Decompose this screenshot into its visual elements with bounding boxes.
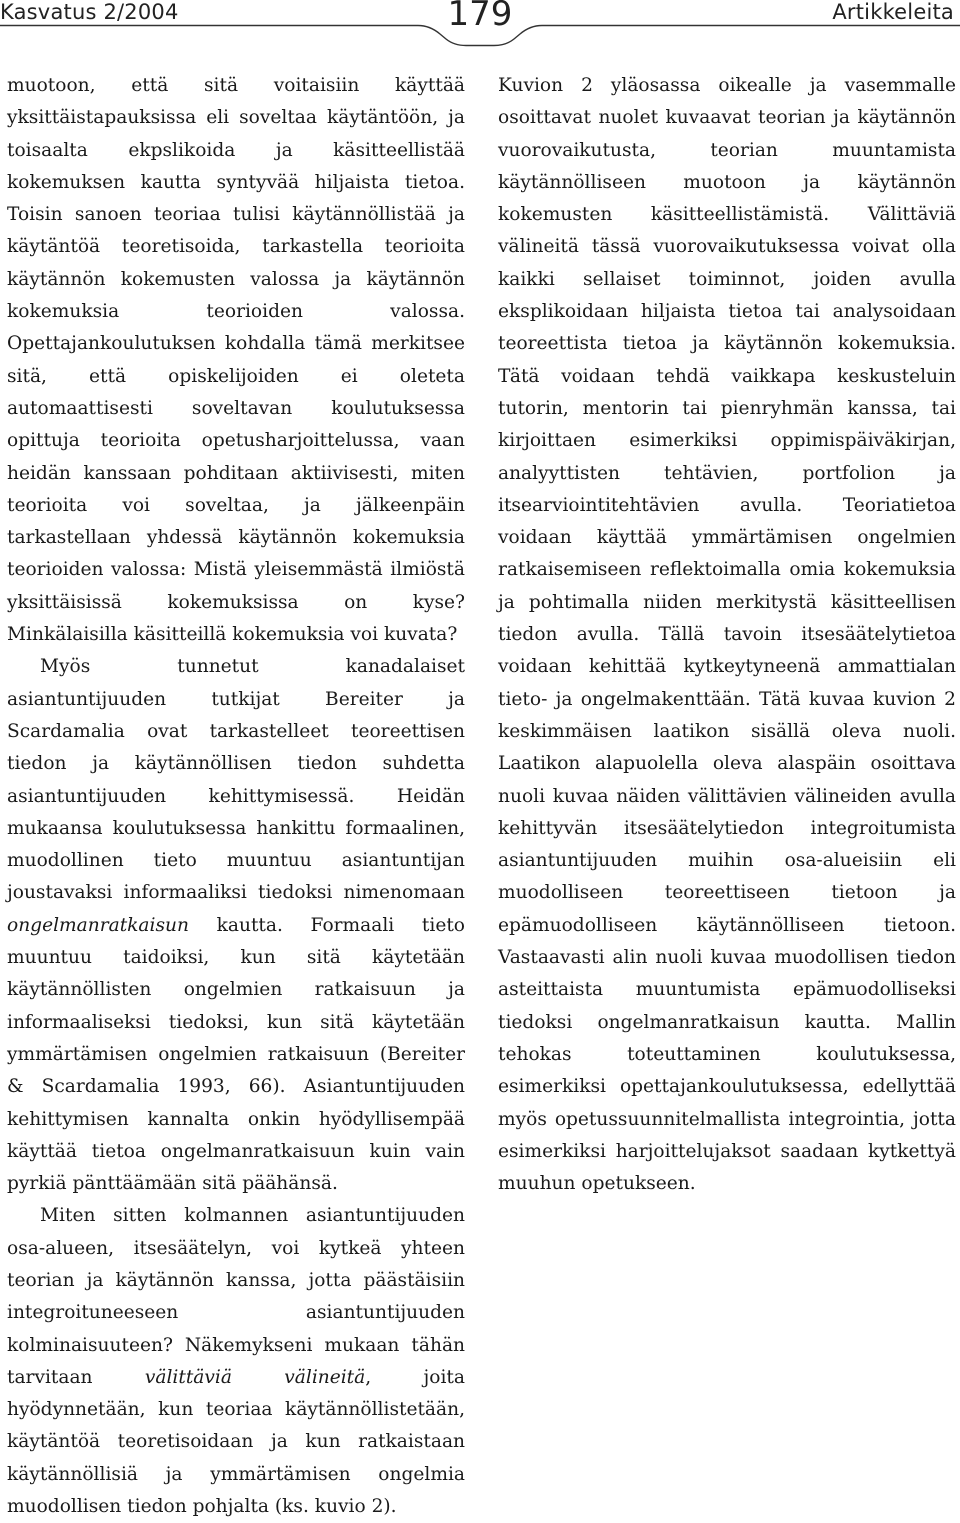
paragraph: [7, 1200, 465, 1523]
text-run: kautta. Formaali tieto muuntuu taidoiksi, kun sitä käytetään käytännöllisten ongelmien ratkaisuun ja informaaliseksi tiedoksi, kun sitä käytetään ymmärtämisen ongelmien ratkaisuun (Bereiter & Scardamalia 1993, 66). Asiantuntijuuden kehittymisen kannalta onkin hyödyllisempää käyttää tietoa ongelmanratkaisuun kuin vain pyrkiä pänttäämään sitä päähänsä.: [7, 914, 465, 1195]
paragraph: Kuvion 2 yläosassa oikealle ja vasemmalle osoittavat nuolet kuvaavat teorian ja käytännön vuorovaikutusta, teorian muuntamista käytännölliseen muotoon ja käytännön kokemusten käsitteellistämistä. Välittäviä välineitä tässä vuorovaikutuksessa voivat olla kaikki sellaiset toiminnot, joiden avulla eksplikoidaan hiljaista tietoa tai analysoidaan teoreettista tietoa ja käytännön kokemuksia. Tätä voidaan tehdä vaikkapa keskusteluin tutorin, mentorin tai pienryhmän kanssa, tai kirjoittaen esimerkiksi oppimispäiväkirjan, analyyttisten tehtävien, portfolion ja itsearviointitehtävien avulla. Teoriatietoa voidaan käyttää ymmärtämisen ongelmien ratkaisemiseen reflektoimalla omia kokemuksia ja pohtimalla niiden merkitystä käsitteellisen tiedon avulla. Tällä tavoin itsesäätelytietoa voidaan kehittää kytkeytyneenä ammattialan tieto- ja ongelmakenttään. Tätä kuvaa kuvion 2 keskimmäisen laatikon sisällä oleva nuoli. Laatikon alapuolella oleva alaspäin osoittava nuoli kuvaa näiden välittävien välineiden avulla kehittyvän itsesäätelytiedon integroitumista asiantuntijuuden muihin osa-alueisiin eli muodolliseen teoreettiseen tietoon ja epämuodolliseen käytännölliseen tietoon. Vastaavasti alin nuoli kuvaa muodollisen tiedon asteittaista muuntumista epämuodolliseksi tiedoksi ongelmanratkaisun kautta. Mallin tehokas toteuttaminen koulutuksessa, esimerkiksi opettajankoulutuksessa, edellyttää myös opetussuunnitelmallista integrointia, jotta esimerkiksi harjoittelujaksot saadaan kytkettyä muuhun opetukseen.: [498, 75, 956, 1195]
right-column: [498, 70, 956, 1200]
section-label: Artikkeleita: [832, 0, 954, 24]
text-run: , joita hyödynnetään, kun teoriaa käytännöllistetään, käytäntöä teoretisoidaan ja kun ratkaistaan käytännöllisiä ja ymmärtämisen ongelmia muodollisen tiedon pohjalta (ks. kuvio 2).: [7, 1366, 465, 1518]
emphasis: ongelmanratkaisun: [7, 914, 189, 936]
page-number: 179: [447, 0, 513, 34]
text-run: Miten sitten kolmannen asiantuntijuuden osa-alueen, itsesäätelyn, voi kytkeä yhteen teorian ja käytännön kanssa, jotta päästäisiin integroituneeseen asiantuntijuuden kolminaisuuteen? Näkemykseni mukaan tähän tarvitaan: [7, 1205, 465, 1388]
page-header: [0, 0, 960, 48]
text-run: Myös tunnetut kanadalaiset asiantuntijuuden tutkijat Bereiter ja Scardamalia ovat tarkastelleet teoreettisen tiedon ja käytännöllisen tiedon suhdetta asiantuntijuuden kehittymisessä. Heidän mukaansa koulutuksessa hankittu formaalinen, muodollinen tieto muuntuu asiantuntijan joustavaksi informaaliksi tiedoksi nimenomaan: [7, 656, 465, 904]
paragraph: [7, 651, 465, 1200]
paragraph: muotoon, että sitä voitaisiin käyttää yksittäistapauksissa eli soveltaa käytäntöön, ja toisaalta ekpslikoida ja käsitteellistää kokemuksen kautta syntyvää hiljaista tietoa. Toisin sanoen teoriaa tulisi käytännöllistää ja käytäntöä teoretisoida, tarkastella teorioita käytännön kokemusten valossa ja käytännön kokemuksia teorioiden valossa. Opettajankoulutuksen kohdalla tämä merkitsee sitä, että opiskelijoiden ei oleteta automaattisesti soveltavan koulutuksessa opittuja teorioita opetusharjoittelussa, vaan heidän kanssaan pohditaan aktiivisesti, miten teorioita voi soveltaa, ja jälkeenpäin tarkastellaan yhdessä käytännön kokemuksia teorioiden valossa: Mistä yleisemmästä ilmiöstä yksittäisissä kokemuksissa on kyse? Minkälaisilla käsitteillä kokemuksia voi kuvata?: [7, 75, 465, 646]
left-column: [7, 70, 465, 1523]
journal-issue: Kasvatus 2/2004: [0, 0, 179, 24]
emphasis: välittäviä välineitä: [144, 1366, 366, 1388]
